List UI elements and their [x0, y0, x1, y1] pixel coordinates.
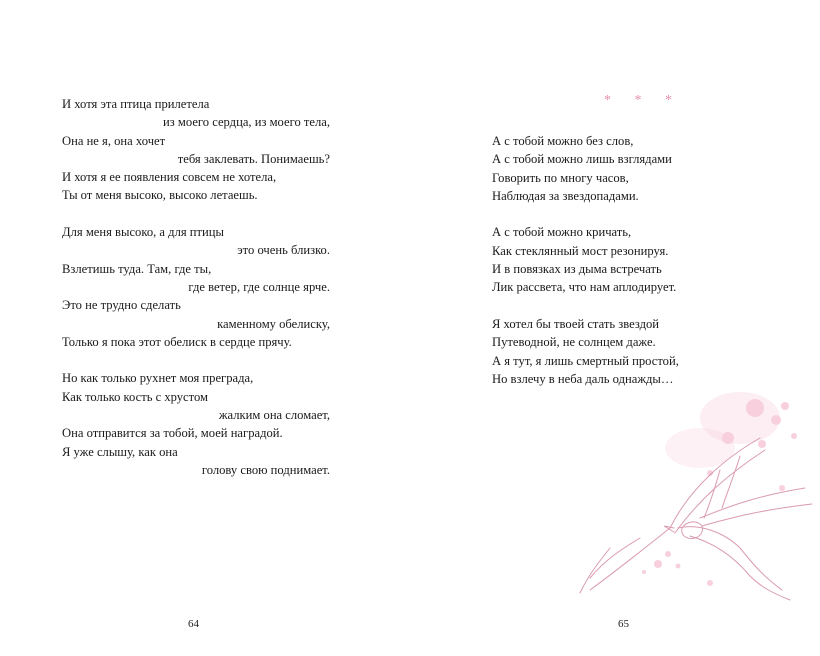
poem-line: Как стеклянный мост резонируя. — [492, 243, 669, 258]
poem-line: И в повязках из дыма встречать — [492, 262, 662, 277]
poem-line: А с тобой можно кричать, — [492, 225, 632, 240]
poem-line: А я тут, я лишь смертный простой, — [492, 353, 679, 368]
stanza — [492, 223, 732, 296]
stanza — [492, 132, 732, 205]
poem-line: жалким она сломает, — [218, 408, 330, 423]
poem-line: Как только кость с хрустом — [62, 389, 209, 404]
poem-line: Для меня высоко, а для птицы — [62, 225, 224, 240]
poem-line: И хотя я ее появления совсем не хотела, — [62, 170, 277, 185]
swallow-illustration — [550, 378, 820, 608]
poem-line: А с тобой можно лишь взглядами — [492, 152, 672, 167]
stanza — [62, 369, 330, 479]
poem-line: это очень близко. — [237, 243, 330, 258]
poem-line: Я уже слышу, как она — [62, 444, 178, 459]
poem-line: где ветер, где солнце ярче. — [188, 279, 330, 294]
poem-line: Я хотел бы твоей стать звездой — [492, 316, 660, 331]
poem-line: Говорить по многу часов, — [492, 170, 629, 185]
poem-line: Наблюдая за звездопадами. — [492, 188, 639, 203]
right-page — [410, 0, 820, 656]
poem-line: Она не я, она хочет — [62, 133, 166, 148]
poem-line: Путеводной, не солнцем даже. — [492, 335, 656, 350]
poem-line: Она отправится за тобой, моей наградой. — [62, 426, 283, 441]
poem-line: Только я пока этот обелиск в сердце прячу. — [62, 334, 292, 349]
right-page-number: 65 — [618, 618, 629, 630]
right-poem — [492, 132, 732, 406]
stanza-ornament: * * * — [604, 93, 682, 108]
poem-line: голову свою поднимает. — [201, 462, 330, 477]
left-page-number: 64 — [188, 618, 199, 630]
left-poem — [62, 95, 330, 498]
poem-line: каменному обелиску, — [217, 316, 330, 331]
stanza — [62, 223, 330, 351]
poem-line: из моего сердца, из моего тела, — [163, 115, 330, 130]
poem-line: Ты от меня высоко, высоко летаешь. — [62, 188, 258, 203]
poem-line: А с тобой можно без слов, — [492, 134, 634, 148]
poem-line: Но как только рухнет моя преграда, — [62, 371, 254, 386]
poem-line: Лик рассвета, что нам аплодирует. — [492, 280, 677, 295]
stanza — [62, 95, 330, 205]
poem-line: тебя заклевать. Понимаешь? — [177, 151, 330, 166]
poem-line: Это не трудно сделать — [62, 298, 181, 313]
poem-line: Но взлечу в неба даль однажды… — [492, 371, 674, 386]
poem-line: Взлетишь туда. Там, где ты, — [62, 261, 212, 276]
poem-line: И хотя эта птица прилетела — [62, 97, 210, 111]
